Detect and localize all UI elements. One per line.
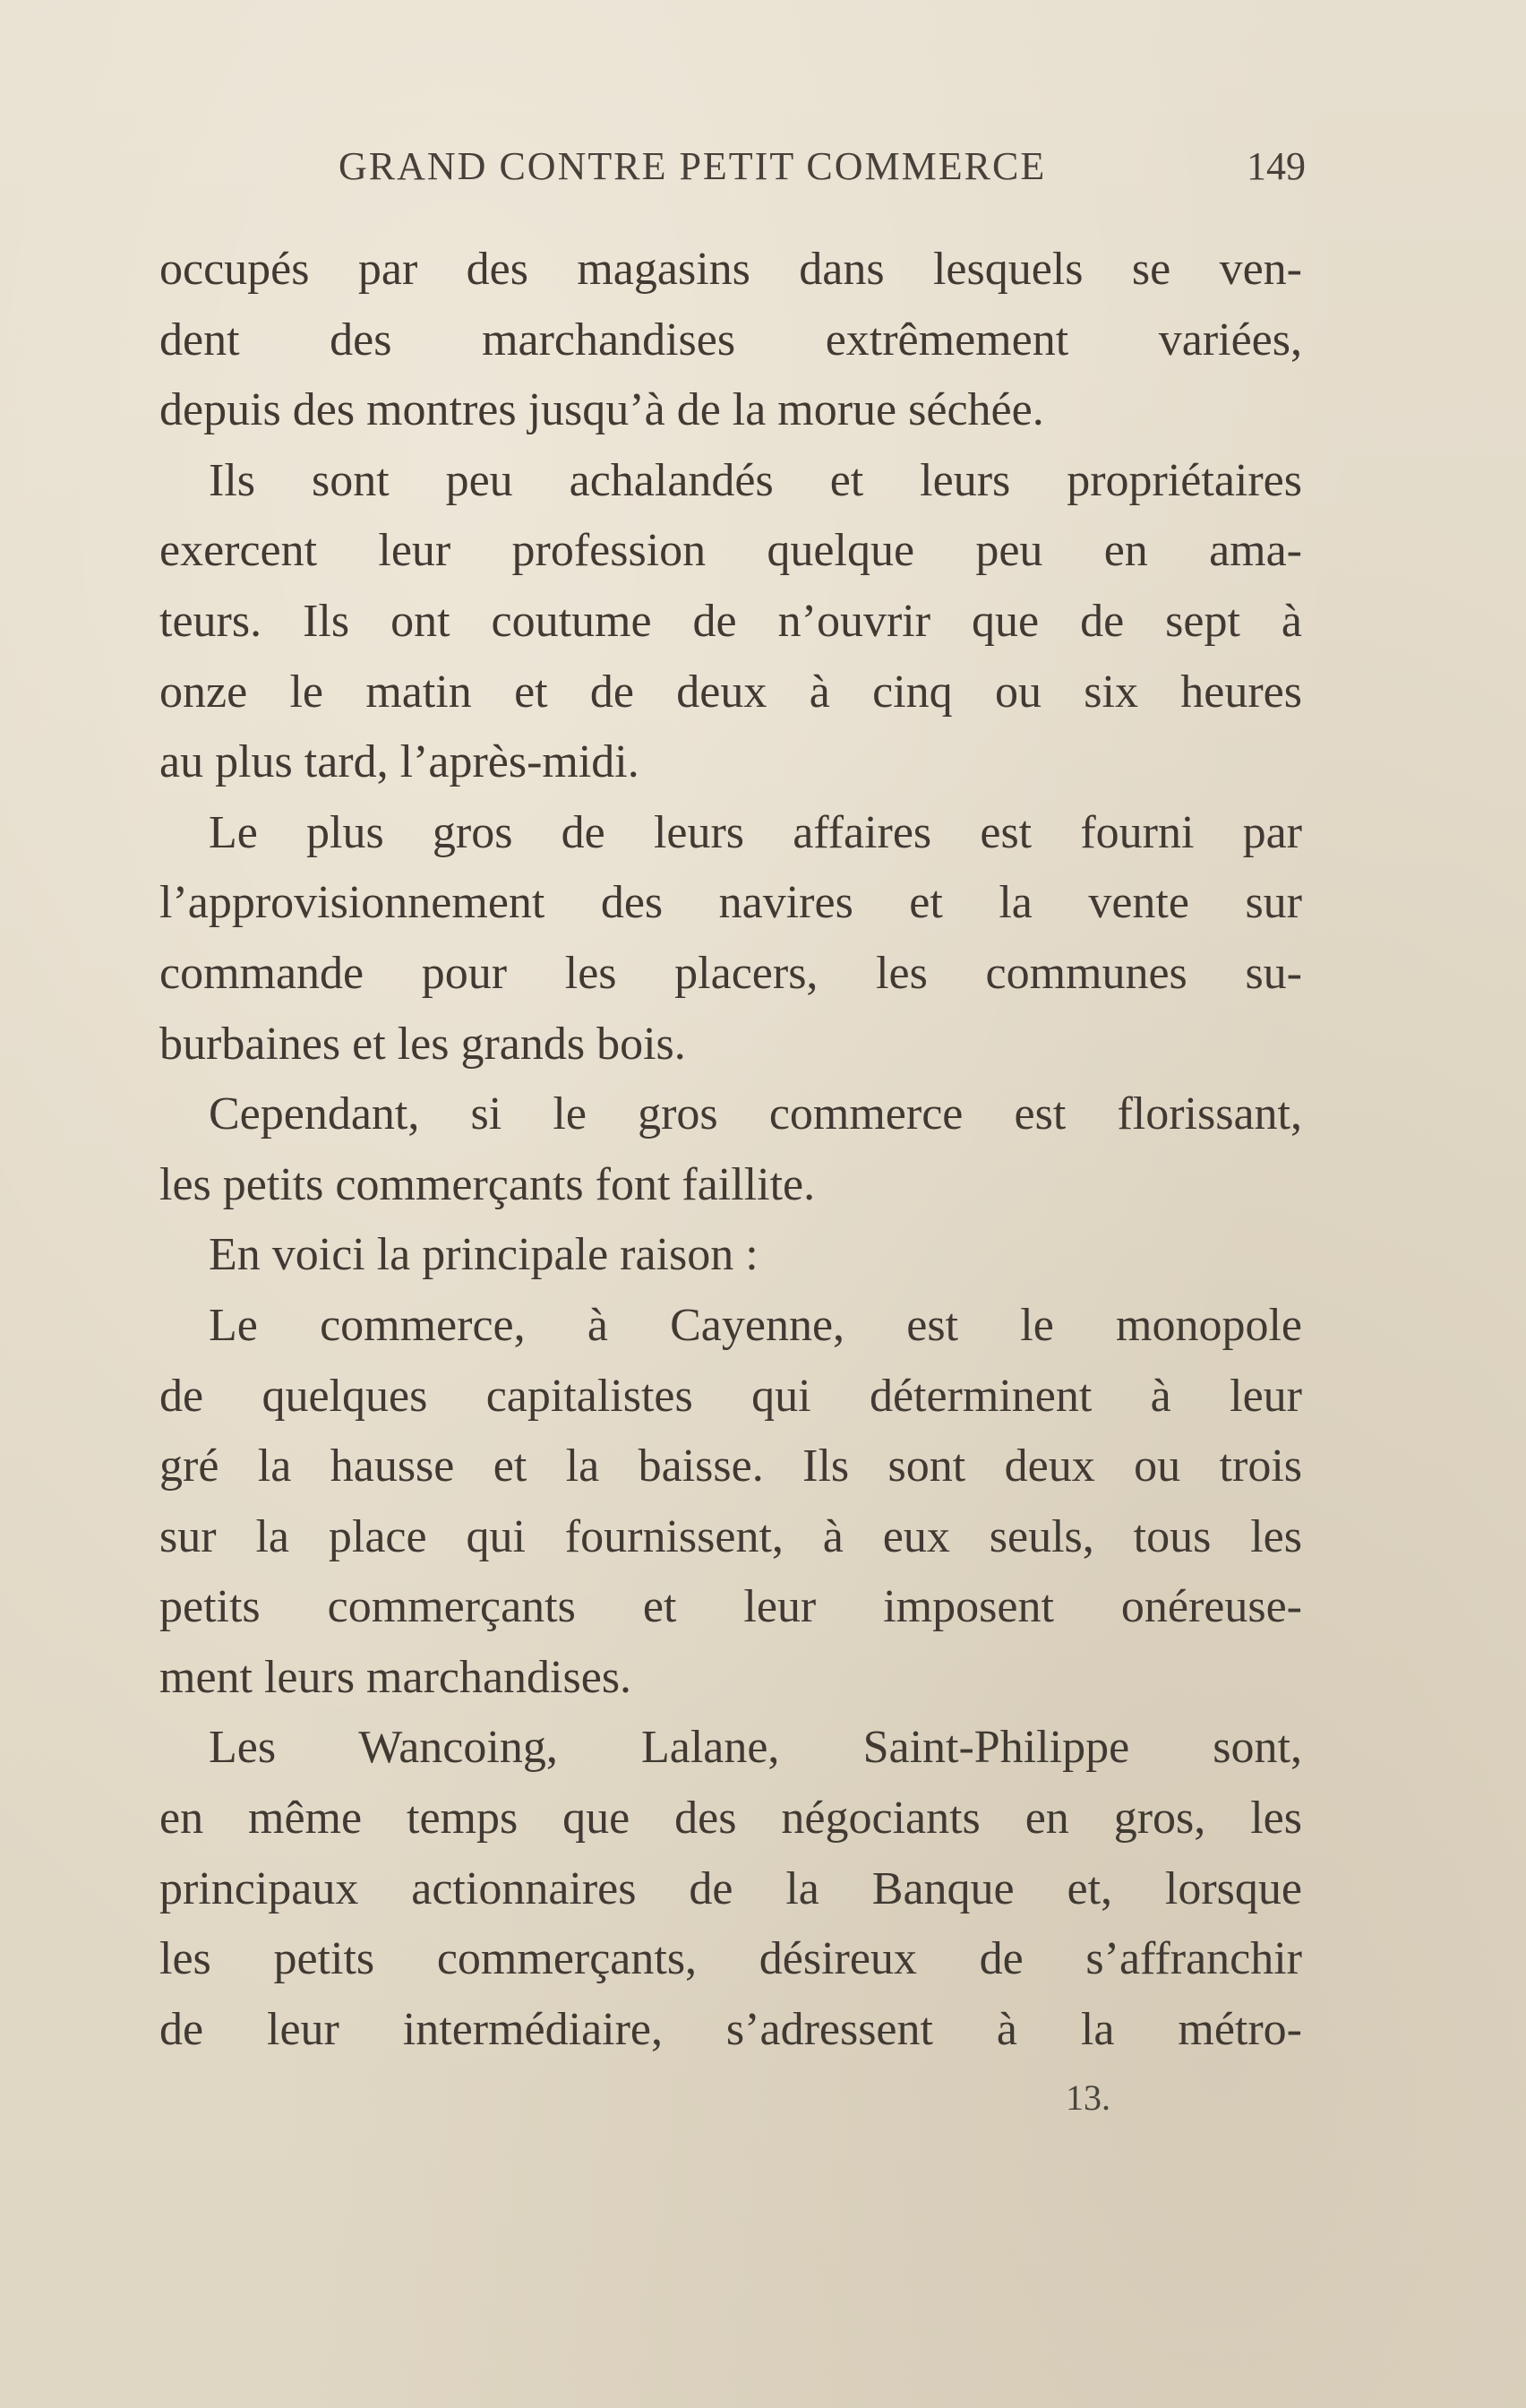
text-line: petits commerçants et leur imposent onéreuse-: [159, 1581, 1302, 1633]
text-line: sur la place qui fournissent, à eux seuls, tous les: [159, 1510, 1302, 1562]
text-line: occupés par des magasins dans lesquels se ven-: [159, 244, 1302, 295]
body-text: [159, 235, 1302, 2065]
text-line: teurs. Ils ont coutume de n’ouvrir que de sept à: [159, 595, 1302, 647]
text-line: exercent leur profession quelque peu en ama-: [159, 525, 1302, 577]
text-line: ment leurs marchandises.: [159, 1651, 632, 1703]
text-line: En voici la principale raison :: [209, 1229, 759, 1281]
text-line: principaux actionnaires de la Banque et, lorsque: [159, 1862, 1302, 1914]
text-line: en même temps que des négociants en gros, les: [159, 1793, 1302, 1845]
page-number: 149: [1247, 144, 1306, 188]
text-line: l’approvisionnement des navires et la vente sur: [159, 877, 1302, 929]
text-line: de leur intermédiaire, s’adressent à la métro-: [159, 2003, 1302, 2055]
text-line: dent des marchandises extrêmement variées,: [159, 314, 1302, 366]
text-line: depuis des montres jusqu’à de la morue séchée.: [159, 384, 1044, 436]
text-line: les petits commerçants, désireux de s’affranchir: [159, 1933, 1302, 1985]
text-line: onze le matin et de deux à cinq ou six heures: [159, 666, 1302, 718]
text-line: de quelques capitalistes qui déterminent à leur: [159, 1370, 1302, 1422]
text-line: Les Wancoing, Lalane, Saint-Philippe sont,: [209, 1722, 1302, 1774]
text-line: gré la hausse et la baisse. Ils sont deux ou trois: [159, 1440, 1302, 1492]
text-line: Ils sont peu achalandés et leurs propriétaires: [209, 454, 1302, 506]
signature-mark: 13.: [1066, 2077, 1110, 2118]
text-line: au plus tard, l’après-midi.: [159, 736, 639, 788]
text-line: Le commerce, à Cayenne, est le monopole: [209, 1299, 1302, 1351]
page-header: [339, 143, 1306, 206]
text-line: burbaines et les grands bois.: [159, 1018, 686, 1070]
text-line: Cependant, si le gros commerce est florissant,: [209, 1088, 1302, 1140]
text-line: les petits commerçants font faillite.: [159, 1158, 816, 1210]
text-line: commande pour les placers, les communes su-: [159, 947, 1302, 999]
text-line: Le plus gros de leurs affaires est fourni par: [209, 806, 1302, 858]
running-title: GRAND CONTRE PETIT COMMERCE: [339, 144, 1047, 188]
